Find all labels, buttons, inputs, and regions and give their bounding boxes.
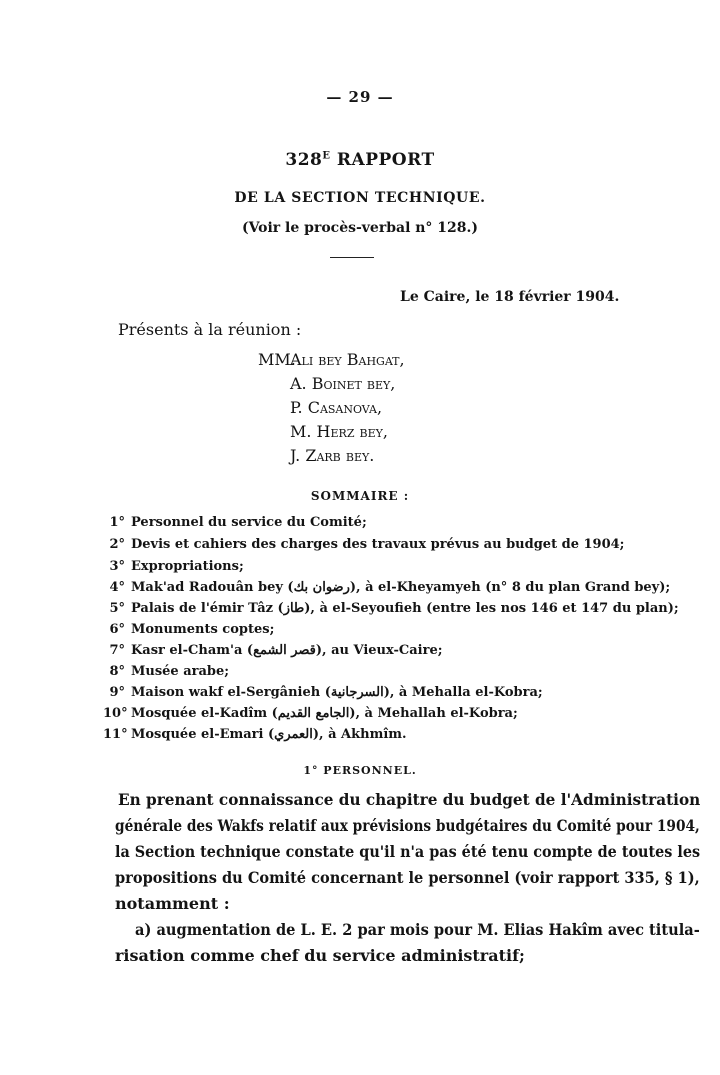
section-title: DE LA SECTION TECHNIQUE. xyxy=(234,190,486,206)
attendee-name: M. Herz bey, xyxy=(290,422,389,441)
summary-item-number: 9° xyxy=(109,685,125,700)
attendee xyxy=(290,446,374,465)
summary-item-number: 4° xyxy=(109,580,125,595)
summary-item-text: Mosquée el-Emari (العمري), à Akhmîm. xyxy=(131,727,407,742)
summary-item-number: 11° xyxy=(103,727,128,742)
paragraph-line: risation comme chef du service administratif; xyxy=(115,946,525,965)
report-number-suffix: E xyxy=(322,150,331,162)
verbal-reference: (Voir le procès-verbal n° 128.) xyxy=(241,220,479,236)
summary-item xyxy=(103,727,407,742)
summary-item xyxy=(103,622,274,637)
report-title-word: RAPPORT xyxy=(336,150,435,170)
attendee-name: P. Casanova, xyxy=(290,398,383,417)
summary-item xyxy=(103,515,367,530)
attendee xyxy=(290,398,382,417)
attendee xyxy=(258,350,405,369)
presents-label: Présents à la réunion : xyxy=(118,320,302,339)
attendee xyxy=(290,422,388,441)
summary-item xyxy=(103,643,443,658)
paragraph-line: la Section technique constate qu'il n'a pas été tenu compte de toutes les xyxy=(115,842,701,861)
summary-item-text: Expropriations; xyxy=(131,559,244,574)
summary-item-text: Personnel du service du Comité; xyxy=(131,515,367,530)
summary-item-text: Mak'ad Radouân bey (رضوان بك), à el-Kheyamyeh (n° 8 du plan Grand bey); xyxy=(131,580,671,595)
paragraph-line: a) augmentation de L. E. 2 par mois pour M. Elias Hakîm avec titula- xyxy=(135,920,700,939)
summary-item-number: 8° xyxy=(109,664,125,679)
summary-item-number: 6° xyxy=(109,622,125,637)
summary-item-number: 3° xyxy=(109,559,125,574)
summary-item-text: Kasr el-Cham'a (قصر الشمع), au Vieux-Caire; xyxy=(131,643,443,658)
summary-item-text: Maison wakf el-Sergânieh (السرجانية), à Mehalla el-Kobra; xyxy=(131,685,543,700)
summary-item-number: 2° xyxy=(109,537,125,552)
summary-item-number: 5° xyxy=(109,601,125,616)
title-divider xyxy=(330,257,374,258)
paragraph-line: générale des Wakfs relatif aux prévisions budgétaires du Comité pour 1904, xyxy=(115,816,700,835)
attendee-name: Ali bey Bahgat, xyxy=(290,350,405,369)
summary-item-number: 10° xyxy=(103,706,128,721)
summary-item xyxy=(103,685,543,700)
report-title xyxy=(0,150,720,170)
summary-item xyxy=(103,580,670,595)
paragraph-line: notamment : xyxy=(115,894,230,913)
report-number: 328 xyxy=(285,150,323,170)
summary-item xyxy=(103,601,679,616)
attendee xyxy=(290,374,395,393)
summary-item-text: Monuments coptes; xyxy=(131,622,275,637)
summary-item-number: 7° xyxy=(109,643,125,658)
attendee-name: J. Zarb bey. xyxy=(290,446,375,465)
summary-item-text: Mosquée el-Kadîm (الجامع القديم), à Mehallah el-Kobra; xyxy=(131,706,518,721)
summary-item xyxy=(103,664,229,679)
summary-title: SOMMAIRE : xyxy=(310,489,410,503)
personnel-heading: 1° PERSONNEL. xyxy=(303,764,417,777)
summary-item xyxy=(103,706,518,721)
summary-item-text: Musée arabe; xyxy=(131,664,230,679)
place-date: Le Caire, le 18 février 1904. xyxy=(400,289,620,305)
summary-item-text: Palais de l'émir Tâz (طاز), à el-Seyoufieh (entre les nos 146 et 147 du plan); xyxy=(131,601,679,616)
attendee-prefix: MM. xyxy=(258,350,296,369)
summary-item xyxy=(103,537,624,552)
paragraph-line: propositions du Comité concernant le personnel (voir rapport 335, § 1), xyxy=(115,868,700,887)
summary-item-text: Devis et cahiers des charges des travaux prévus au budget de 1904; xyxy=(131,537,625,552)
page-number: — 29 — xyxy=(326,88,394,106)
attendee-name: A. Boinet bey, xyxy=(290,374,396,393)
summary-item-number: 1° xyxy=(109,515,125,530)
paragraph-line: En prenant connaissance du chapitre du budget de l'Administration xyxy=(118,790,701,809)
summary-item xyxy=(103,559,244,574)
